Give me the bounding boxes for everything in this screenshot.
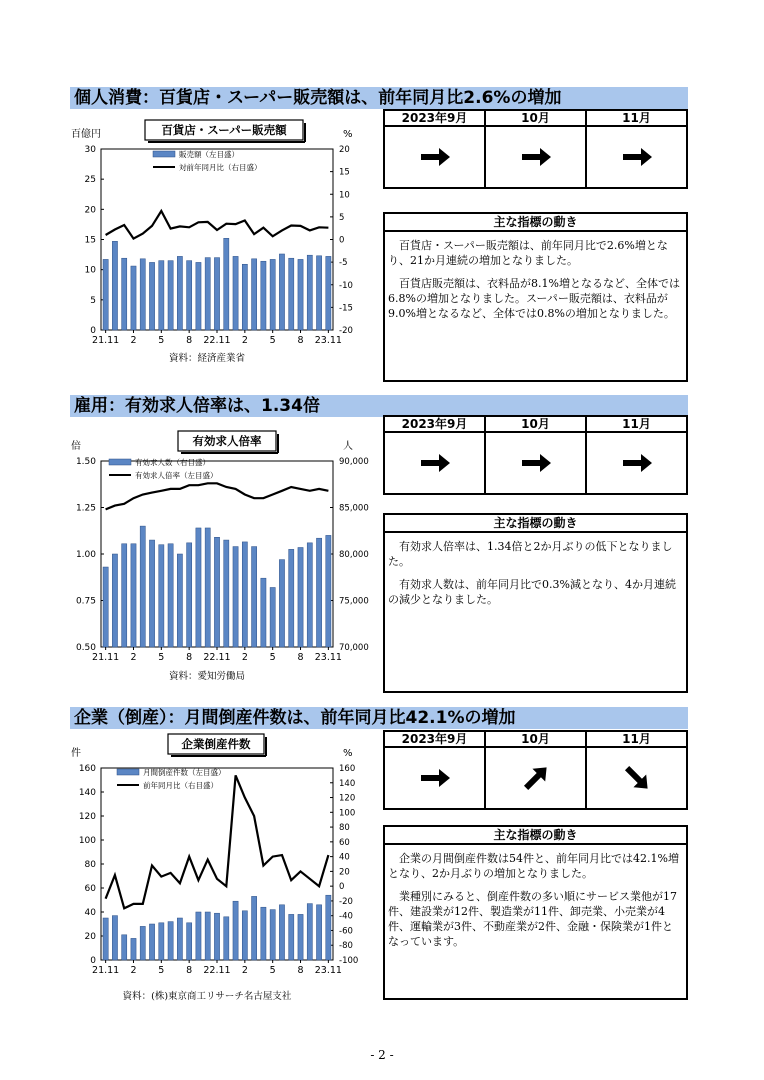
- arrow-right-icon: [519, 446, 553, 480]
- x-tick-label: 8: [297, 965, 304, 976]
- arrow-table-employment: [383, 415, 688, 495]
- bar: [289, 914, 294, 960]
- left-tick-label: 25: [84, 175, 96, 186]
- right-tick-label: 80,000: [339, 550, 369, 560]
- right-unit-label: 人: [343, 441, 353, 452]
- legend-bar-swatch: [109, 459, 131, 465]
- x-tick-label: 8: [186, 335, 193, 346]
- right-unit-label: %: [343, 129, 353, 140]
- arrow-icon: [385, 748, 484, 808]
- chart-bankruptcy: [65, 733, 385, 1023]
- left-tick-label: 30: [84, 145, 96, 155]
- bar: [289, 258, 294, 330]
- bar: [233, 547, 238, 647]
- right-tick-label: 160: [339, 764, 356, 774]
- left-tick-label: 40: [84, 908, 96, 918]
- right-tick-label: 85,000: [339, 503, 369, 514]
- chart-title: 百貨店・スーパー販売額: [161, 123, 287, 137]
- left-tick-label: 0: [90, 956, 96, 966]
- bar: [307, 255, 312, 330]
- bar: [242, 911, 247, 960]
- right-tick-label: 70,000: [339, 643, 369, 653]
- left-unit-label: 百億円: [71, 129, 101, 140]
- left-tick-label: 0.75: [75, 596, 96, 607]
- left-unit-label: 件: [71, 748, 81, 759]
- bar: [261, 261, 266, 330]
- right-tick-label: -80: [339, 941, 353, 952]
- arrow-right-icon: [418, 761, 452, 795]
- legend-bar-label: 月間倒産件数（左目盛）: [143, 768, 226, 777]
- right-tick-label: 40: [339, 852, 350, 863]
- x-tick-label: 8: [186, 652, 193, 663]
- left-unit-label: 倍: [71, 441, 81, 452]
- bar: [233, 901, 238, 960]
- arrow-icon: [486, 433, 585, 493]
- section-header-consumption: 個人消費：百貨店・スーパー販売額は、前年同月比2.6%の増加: [70, 87, 688, 109]
- bar: [122, 258, 127, 330]
- x-tick-label: 23.11: [314, 335, 342, 346]
- legend-line-label: 有効求人倍率（左目盛）: [135, 471, 218, 480]
- page-number: - 2 -: [370, 1048, 394, 1062]
- right-tick-label: -5: [339, 258, 348, 269]
- right-tick-label: 0: [339, 882, 345, 893]
- x-tick-label: 21.11: [92, 335, 120, 346]
- left-tick-label: 1.00: [75, 550, 96, 560]
- series-line: [106, 775, 329, 908]
- chart-sales: [65, 113, 385, 403]
- bar: [261, 578, 266, 647]
- note-paragraph: 業種別にみると、倒産件数の多い順にサービス業他が17件、建設業が12件、製造業が11件、卸売業、小売業が4件、運輸業が3件、不動産業が2件、金融・保険業が1件となっています。: [388, 890, 677, 948]
- arrow-up-right-icon: [519, 761, 553, 795]
- bar: [168, 922, 173, 960]
- month-header: 2023年9月: [385, 417, 484, 433]
- bar: [205, 258, 210, 330]
- bar: [326, 895, 331, 960]
- right-tick-label: -40: [339, 911, 353, 922]
- note-paragraph: 有効求人倍率は、1.34倍と2か月ぶりの低下となりました。: [388, 540, 673, 568]
- x-tick-label: 5: [158, 965, 165, 976]
- bar: [242, 264, 247, 330]
- left-tick-label: 1.50: [75, 457, 96, 467]
- x-tick-label: 2: [241, 335, 248, 346]
- bar: [112, 241, 117, 330]
- x-tick-label: 5: [269, 335, 276, 346]
- left-tick-label: 20: [84, 205, 96, 216]
- bar: [103, 918, 108, 960]
- bar: [140, 926, 145, 960]
- bar: [103, 567, 108, 647]
- bar: [289, 549, 294, 647]
- right-tick-label: 5: [339, 212, 345, 223]
- bar: [168, 544, 173, 647]
- right-tick-label: -10: [339, 280, 353, 291]
- right-tick-label: 140: [339, 778, 356, 789]
- bar: [270, 587, 275, 647]
- bar: [177, 554, 182, 647]
- right-tick-label: 90,000: [339, 457, 369, 467]
- section-header-bankruptcy: 企業（倒産）：月間倒産件数は、前年同月比42.1%の増加: [70, 707, 688, 729]
- legend-bar-label: 有効求人数（右目盛）: [135, 458, 210, 467]
- legend-line-label: 前年同月比（右目盛）: [143, 781, 218, 790]
- notes-title: 主な指標の動き: [385, 214, 686, 232]
- x-tick-label: 2: [241, 965, 248, 976]
- bar: [316, 256, 321, 330]
- note-paragraph: 百貨店販売額は、衣料品が8.1%増となるなど、全体では6.8%の増加となりました。スーパー販売額は、衣料品が9.0%増となるなど、全体では0.8%の増加となりました。: [388, 277, 680, 320]
- bar: [168, 261, 173, 330]
- arrow-icon: [587, 127, 686, 187]
- month-header: 11月: [587, 732, 686, 748]
- month-header: 11月: [587, 417, 686, 433]
- left-tick-label: 15: [84, 235, 96, 246]
- month-header: 11月: [587, 111, 686, 127]
- left-tick-label: 0: [90, 326, 96, 336]
- x-tick-label: 22.11: [203, 335, 231, 346]
- x-tick-label: 5: [269, 965, 276, 976]
- x-tick-label: 2: [130, 965, 137, 976]
- right-unit-label: %: [343, 748, 353, 759]
- bar: [103, 259, 108, 330]
- series-line: [106, 211, 329, 239]
- left-tick-label: 60: [84, 884, 96, 894]
- bar: [298, 914, 303, 960]
- bar: [177, 918, 182, 960]
- chart-source: 資料：経済産業省: [168, 353, 246, 364]
- right-tick-label: 60: [339, 837, 350, 848]
- month-header: 10月: [486, 732, 585, 748]
- bar: [279, 560, 284, 647]
- bar: [224, 540, 229, 647]
- bar: [261, 907, 266, 960]
- bar: [122, 935, 127, 960]
- right-tick-label: 10: [339, 190, 350, 201]
- legend-bar-label: 販売額（左目盛）: [179, 150, 239, 159]
- right-tick-label: -20: [339, 896, 353, 907]
- bar: [270, 910, 275, 960]
- bar: [242, 542, 247, 647]
- bar: [298, 259, 303, 330]
- bar: [307, 543, 312, 647]
- bar: [326, 256, 331, 330]
- left-tick-label: 80: [84, 860, 96, 870]
- month-header: 2023年9月: [385, 732, 484, 748]
- arrow-right-icon: [418, 446, 452, 480]
- bar: [122, 544, 127, 647]
- arrow-down-right-icon: [620, 761, 654, 795]
- arrow-table-consumption: [383, 109, 688, 189]
- bar: [149, 540, 154, 647]
- month-header: 2023年9月: [385, 111, 484, 127]
- left-tick-label: 0.50: [75, 643, 96, 653]
- bar: [214, 913, 219, 960]
- bar: [270, 259, 275, 330]
- arrow-right-icon: [620, 446, 654, 480]
- right-tick-label: -60: [339, 926, 353, 937]
- bar: [205, 912, 210, 960]
- x-tick-label: 5: [158, 652, 165, 663]
- bar: [224, 238, 229, 330]
- bar: [112, 554, 117, 647]
- legend-bar-swatch: [153, 151, 175, 157]
- bar: [159, 923, 164, 960]
- chart-source: 資料：(株)東京商工リサーチ名古屋支社: [122, 991, 292, 1002]
- arrow-icon: [385, 127, 484, 187]
- note-paragraph: 有効求人数は、前年同月比で0.3%減となり、4か月連続の減少となりました。: [388, 578, 676, 606]
- bar: [131, 544, 136, 647]
- left-tick-label: 10: [84, 265, 96, 276]
- x-tick-label: 8: [297, 335, 304, 346]
- bar: [159, 261, 164, 330]
- right-tick-label: -15: [339, 303, 353, 314]
- bar: [177, 256, 182, 330]
- arrow-icon: [385, 433, 484, 493]
- left-tick-label: 5: [90, 295, 96, 306]
- right-tick-label: 0: [339, 235, 345, 246]
- series-line: [106, 483, 329, 509]
- notes-box-consumption: [383, 212, 688, 382]
- bar: [214, 537, 219, 647]
- left-tick-label: 20: [84, 932, 96, 942]
- bar: [159, 545, 164, 647]
- bar: [196, 262, 201, 330]
- bar: [279, 254, 284, 330]
- bar: [140, 259, 145, 330]
- arrow-right-icon: [519, 140, 553, 174]
- arrow-right-icon: [620, 140, 654, 174]
- legend-bar-swatch: [117, 769, 139, 775]
- note-paragraph: 百貨店・スーパー販売額は、前年同月比で2.6%増となり、21か月連続の増加となりました。: [388, 239, 668, 267]
- right-tick-label: 15: [339, 167, 350, 178]
- chart-title: 有効求人倍率: [192, 434, 262, 448]
- arrow-icon: [486, 127, 585, 187]
- notes-title: 主な指標の動き: [385, 515, 686, 533]
- bar: [233, 256, 238, 330]
- right-tick-label: 120: [339, 793, 356, 804]
- bar: [252, 896, 257, 960]
- bar: [196, 528, 201, 647]
- left-tick-label: 160: [78, 764, 96, 774]
- arrow-table-bankruptcy: [383, 730, 688, 810]
- bar: [316, 905, 321, 960]
- arrow-right-icon: [418, 140, 452, 174]
- x-tick-label: 2: [130, 652, 137, 663]
- bar: [187, 923, 192, 960]
- bar: [326, 535, 331, 647]
- bar: [196, 912, 201, 960]
- month-header: 10月: [486, 417, 585, 433]
- x-tick-label: 5: [158, 335, 165, 346]
- bar: [140, 526, 145, 647]
- right-tick-label: -20: [339, 326, 353, 336]
- bar: [187, 261, 192, 330]
- right-tick-label: 20: [339, 867, 350, 878]
- x-tick-label: 23.11: [314, 965, 342, 976]
- arrow-icon: [486, 748, 585, 808]
- notes-box-bankruptcy: [383, 825, 688, 1000]
- bar: [112, 916, 117, 960]
- bar: [131, 938, 136, 960]
- bar: [224, 917, 229, 960]
- x-tick-label: 2: [130, 335, 137, 346]
- x-tick-label: 21.11: [92, 652, 120, 663]
- bar: [279, 905, 284, 960]
- chart-title: 企業倒産件数: [181, 737, 251, 751]
- left-tick-label: 100: [78, 836, 96, 846]
- bar: [307, 904, 312, 960]
- chart-job-ratio: [65, 421, 385, 711]
- x-tick-label: 22.11: [203, 965, 231, 976]
- left-tick-label: 1.25: [75, 503, 96, 514]
- note-paragraph: 企業の月間倒産件数は54件と、前年同月比では42.1%増となり、2か月ぶりの増加となりました。: [388, 852, 679, 880]
- bar: [316, 538, 321, 647]
- legend-line-label: 対前年同月比（右目盛）: [179, 163, 262, 172]
- right-tick-label: 80: [339, 823, 350, 834]
- x-tick-label: 2: [241, 652, 248, 663]
- arrow-icon: [587, 748, 686, 808]
- x-tick-label: 21.11: [92, 965, 120, 976]
- right-tick-label: 100: [339, 808, 356, 819]
- left-tick-label: 140: [78, 788, 96, 798]
- left-tick-label: 120: [78, 812, 96, 822]
- bar: [149, 924, 154, 960]
- bar: [131, 266, 136, 330]
- notes-box-employment: [383, 513, 688, 693]
- x-tick-label: 8: [186, 965, 193, 976]
- x-tick-label: 5: [269, 652, 276, 663]
- x-tick-label: 8: [297, 652, 304, 663]
- month-header: 10月: [486, 111, 585, 127]
- chart-source: 資料：愛知労働局: [168, 671, 246, 682]
- right-tick-label: 75,000: [339, 596, 369, 607]
- bar: [252, 547, 257, 647]
- notes-title: 主な指標の動き: [385, 827, 686, 845]
- arrow-icon: [587, 433, 686, 493]
- bar: [214, 258, 219, 330]
- right-tick-label: 20: [339, 145, 350, 155]
- right-tick-label: -100: [339, 956, 359, 966]
- bar: [252, 259, 257, 330]
- section-header-employment: 雇用：有効求人倍率は、1.34倍: [70, 395, 688, 417]
- bar: [149, 262, 154, 330]
- bar: [205, 528, 210, 647]
- bar: [298, 547, 303, 647]
- x-tick-label: 23.11: [314, 652, 342, 663]
- x-tick-label: 22.11: [203, 652, 231, 663]
- bar: [187, 543, 192, 647]
